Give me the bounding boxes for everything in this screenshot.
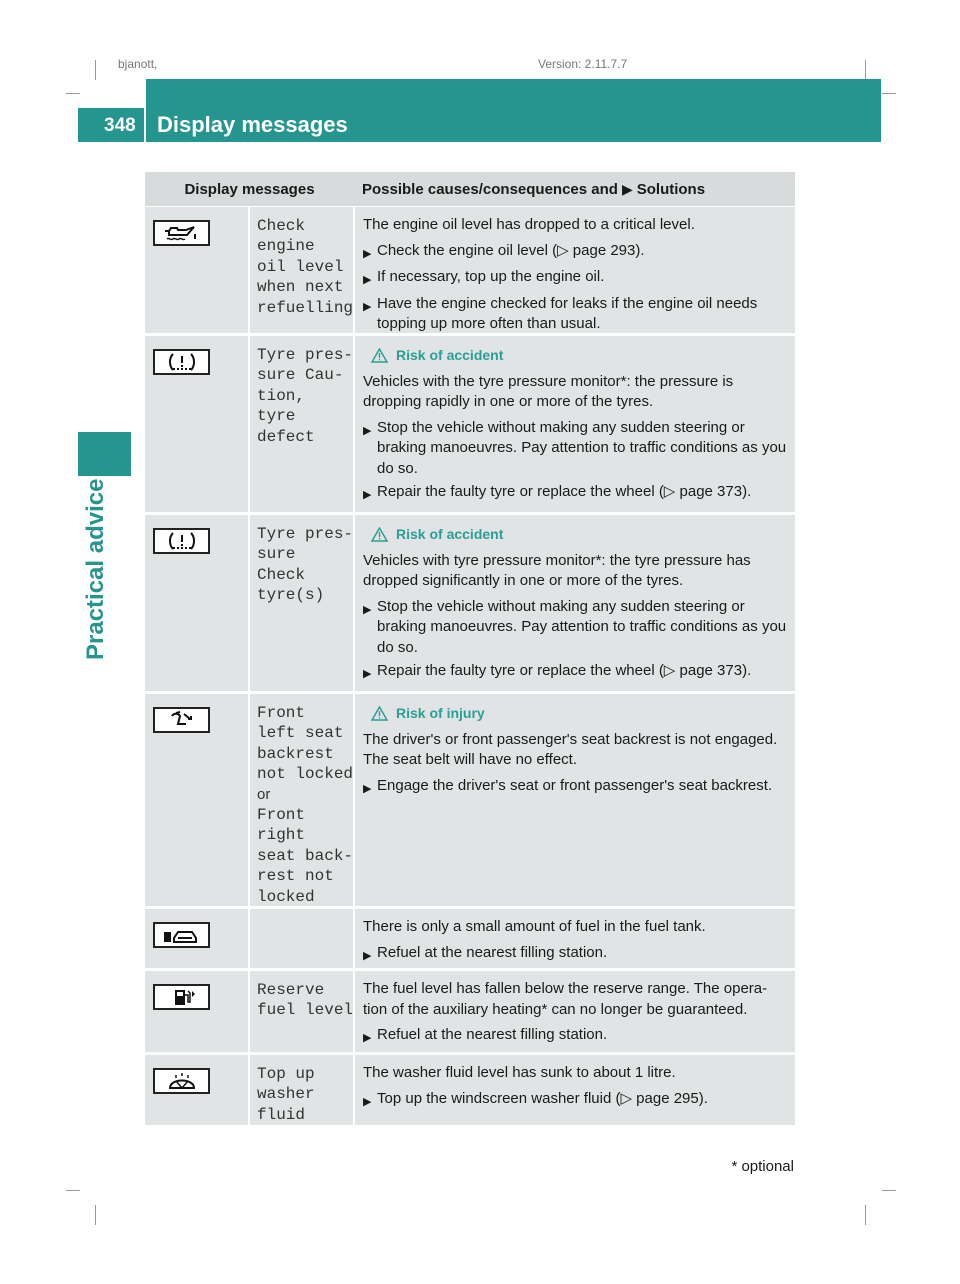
list-item-text: Refuel at the nearest filling station. — [377, 1026, 608, 1043]
table-row — [145, 909, 795, 968]
list-item — [363, 267, 789, 291]
page-number: 348 — [104, 115, 136, 136]
list-item-text: Check the engine oil level (▷ page 293). — [377, 241, 645, 259]
message-text: Tyre pres‐ sure Cau‐ tion, tyre defect — [250, 336, 353, 512]
bullet-icon: ▶ — [363, 1032, 372, 1044]
table-row — [145, 515, 795, 691]
bullet-icon: ▶ — [363, 489, 372, 501]
solution-cell — [355, 207, 795, 333]
section-marker — [78, 432, 131, 476]
cause-text: The fuel level has fallen below the reserve range. The opera‐ tion of the auxiliary heating* can no longer be guaranteed. — [363, 980, 768, 1018]
warning-heading — [371, 345, 789, 366]
message-text — [250, 909, 353, 968]
bullet-icon: ▶ — [363, 424, 372, 437]
warning-label: Risk of accident — [396, 347, 504, 363]
crop-mark — [66, 93, 80, 94]
table-row — [145, 336, 795, 512]
bullet-icon: ▶ — [363, 300, 372, 313]
icon-cell — [145, 515, 248, 691]
crop-mark — [865, 60, 866, 80]
icon-cell — [145, 1055, 248, 1125]
seat-backrest-icon — [153, 707, 210, 733]
or-separator: or — [257, 785, 271, 803]
list-item — [363, 661, 789, 685]
bullet-icon: ▶ — [363, 668, 372, 680]
print-meta-left: bjanott, — [118, 57, 158, 71]
crop-mark — [95, 1205, 96, 1225]
icon-cell — [145, 909, 248, 968]
crop-mark — [66, 1190, 80, 1191]
solution-cell — [355, 336, 795, 512]
column-header-messages: Display messages — [184, 180, 315, 198]
message-text: Top up washer fluid — [250, 1055, 353, 1125]
solution-cell — [355, 909, 795, 968]
list-item — [363, 418, 789, 480]
crop-mark — [882, 93, 896, 94]
crop-mark — [95, 60, 96, 80]
warning-label: Risk of accident — [396, 526, 504, 542]
tyre-pressure-icon — [153, 349, 210, 375]
message-text: Front right seat back‐ rest not locked — [257, 806, 354, 906]
display-messages-table — [145, 172, 795, 1128]
washer-fluid-icon — [153, 1068, 210, 1094]
footnote: * optional — [731, 1158, 794, 1175]
solution-cell — [355, 515, 795, 691]
warning-heading — [371, 524, 789, 545]
fuel-pump-icon — [153, 984, 210, 1010]
message-text: Front left seat backrest not locked — [257, 704, 354, 784]
message-text: Reserve fuel level — [250, 971, 353, 1052]
cause-text: The driver's or front passenger's seat backrest is not engaged. The seat belt will have no effect. — [363, 730, 778, 768]
table-row — [145, 207, 795, 333]
list-item — [363, 482, 789, 506]
print-meta-right: Version: 2.11.7.7 — [538, 57, 628, 71]
table-row — [145, 1055, 795, 1125]
solution-cell — [355, 1055, 795, 1125]
table-row — [145, 971, 795, 1052]
page-title: Display messages — [157, 112, 348, 137]
warning-label: Risk of injury — [396, 705, 485, 721]
list-item — [363, 1025, 789, 1049]
icon-cell — [145, 336, 248, 512]
list-item-text: Stop the vehicle without making any sudden steering or braking manoeuvres. Pay attention to traffic conditions as you do so. — [377, 597, 787, 656]
low-fuel-car-icon — [153, 922, 210, 948]
list-item — [363, 294, 789, 335]
list-item — [363, 241, 789, 265]
warning-heading — [371, 703, 789, 724]
column-header-solutions — [354, 181, 795, 198]
list-item-text: If necessary, top up the engine oil. — [377, 268, 605, 285]
icon-cell — [145, 207, 248, 333]
warning-triangle-icon — [371, 348, 388, 363]
tyre-pressure-icon — [153, 528, 210, 554]
column-header-suffix: Solutions — [636, 180, 706, 198]
bullet-icon: ▶ — [363, 274, 372, 286]
table-row — [145, 694, 795, 906]
engine-oil-icon — [153, 220, 210, 246]
warning-triangle-icon — [371, 706, 388, 721]
cause-text: The engine oil level has dropped to a critical level. — [363, 216, 695, 233]
list-item-text: Top up the windscreen washer fluid (▷ page 295). — [377, 1089, 708, 1107]
list-item — [363, 776, 789, 800]
bullet-icon: ▶ — [363, 247, 372, 260]
warning-triangle-icon — [371, 527, 388, 542]
list-item-text: Stop the vehicle without making any sudden steering or braking manoeuvres. Pay attention to traffic conditions as you do so. — [377, 418, 787, 477]
icon-cell — [145, 694, 248, 906]
crop-mark — [882, 1190, 896, 1191]
list-item-text: Repair the faulty tyre or replace the wheel (▷ page 373). — [377, 662, 752, 679]
bullet-icon: ▶ — [363, 949, 372, 962]
message-text: Tyre pres‐ sure Check tyre(s) — [250, 515, 353, 691]
cause-text: Vehicles with the tyre pressure monitor*: the pressure is dropping rapidly in one or more of the tyres. — [363, 372, 734, 410]
list-item — [363, 1089, 789, 1113]
solution-cell — [355, 971, 795, 1052]
cause-text: The washer fluid level has sunk to about 1 litre. — [363, 1064, 676, 1081]
cause-text: Vehicles with tyre pressure monitor*: the tyre pressure has dropped significantly in one or more of the tyres. — [363, 551, 751, 589]
message-cell — [250, 694, 353, 906]
list-item — [363, 597, 789, 659]
bullet-icon: ▶ — [363, 782, 372, 795]
message-text: Check engine oil level when next refuelling — [250, 207, 353, 333]
solution-cell — [355, 694, 795, 906]
section-label: Practical advice — [82, 478, 109, 660]
list-item-text: Engage the driver's seat or front passenger's seat backrest. — [377, 776, 773, 794]
list-item-text: Have the engine checked for leaks if the engine oil needs topping up more often than usual. — [377, 294, 758, 332]
crop-mark — [865, 1205, 866, 1225]
cause-text: There is only a small amount of fuel in the fuel tank. — [363, 918, 706, 935]
bullet-icon: ▶ — [363, 603, 372, 616]
arrow-icon: ▶ — [621, 180, 633, 197]
list-item-text: Repair the faulty tyre or replace the wheel (▷ page 373). — [377, 483, 752, 500]
list-item — [363, 943, 789, 967]
bullet-icon: ▶ — [363, 1095, 372, 1108]
icon-cell — [145, 971, 248, 1052]
column-header-prefix: Possible causes/consequences and — [362, 180, 618, 198]
table-header — [145, 172, 795, 206]
list-item-text: Refuel at the nearest filling station. — [377, 943, 608, 961]
